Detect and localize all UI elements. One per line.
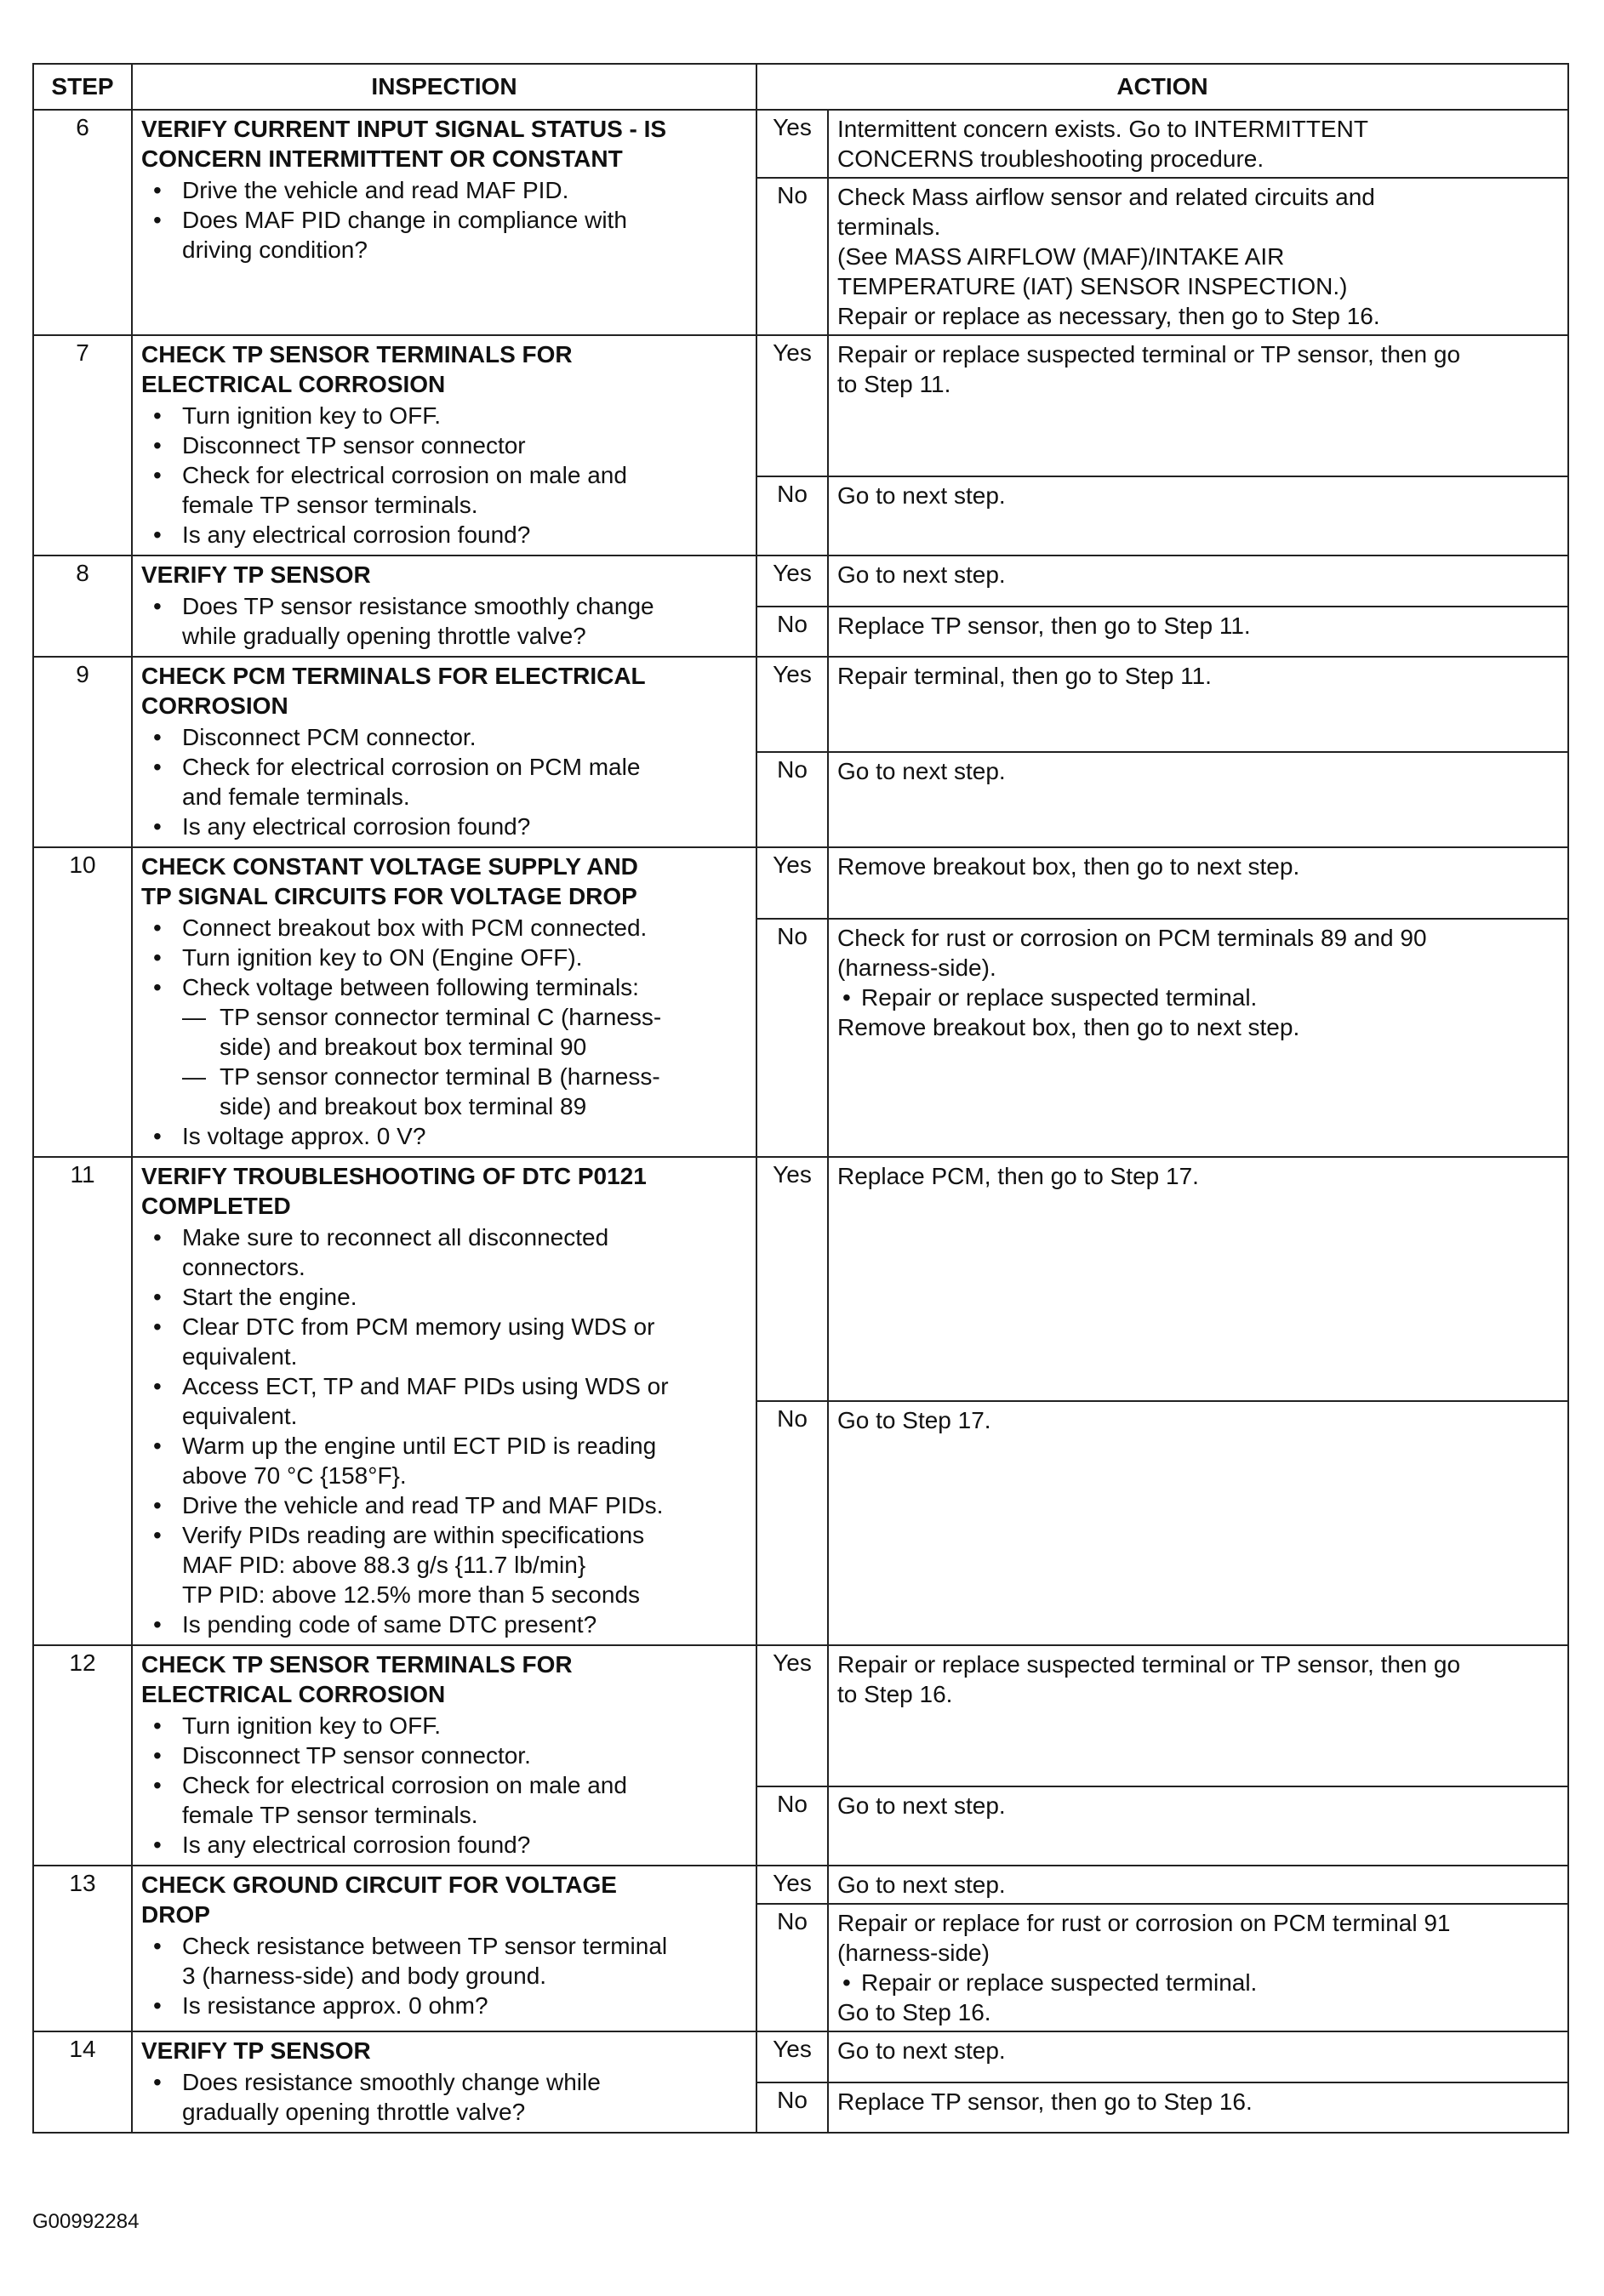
inspection-item (182, 1609, 747, 1639)
item-line: • Is pending code of same DTC present? (182, 1611, 597, 1638)
inspection-item (182, 1711, 747, 1741)
table-row (33, 2031, 1568, 2082)
table-row (33, 335, 1568, 476)
inspection-title (141, 852, 747, 911)
action-line: (harness-side). (837, 954, 996, 981)
yes-action (828, 847, 1568, 919)
title-line: CONCERN INTERMITTENT OR CONSTANT (141, 145, 623, 172)
no-action (828, 607, 1568, 658)
inspection-cell (132, 1866, 756, 2031)
inspection-cell (132, 110, 756, 335)
item-line: above 70 °C {158°F}. (182, 1462, 407, 1489)
inspection-cell (132, 2031, 756, 2133)
inspection-item (182, 1490, 747, 1520)
troubleshooting-table (32, 63, 1569, 2134)
inspection-list (141, 722, 747, 841)
title-line: CHECK PCM TERMINALS FOR ELECTRICAL (141, 663, 646, 689)
no-label: No (756, 1904, 828, 2031)
item-line: • Check voltage between following terminals: (182, 974, 639, 1000)
item-line: • Is any electrical corrosion found? (182, 521, 531, 548)
yes-action (828, 2031, 1568, 2082)
yes-action (828, 110, 1568, 178)
yes-label: Yes (756, 1645, 828, 1786)
step-number: 9 (33, 657, 132, 847)
no-label: No (756, 752, 828, 847)
inspection-cell (132, 847, 756, 1157)
action-line: Replace TP sensor, then go to Step 16. (837, 2088, 1253, 2115)
item-line: • Check resistance between TP sensor terminal (182, 1933, 668, 1959)
step-number: 7 (33, 335, 132, 555)
action-line: Repair or replace suspected terminal or TP sensor, then go (837, 1651, 1461, 1678)
yes-label: Yes (756, 1866, 828, 1904)
inspection-item (182, 460, 747, 520)
item-line: • Is voltage approx. 0 V? (182, 1123, 426, 1149)
action-line: Go to next step. (837, 561, 1006, 588)
inspection-cell (132, 1157, 756, 1645)
action-line: to Step 11. (837, 371, 951, 397)
inspection-item (182, 401, 747, 430)
inspection-item (182, 1520, 747, 1609)
yes-action (828, 1645, 1568, 1786)
item-line: while gradually opening throttle valve? (182, 623, 586, 649)
no-action (828, 178, 1568, 335)
action-line: Go to next step. (837, 481, 1006, 509)
item-line: side) and breakout box terminal 90 (220, 1034, 587, 1060)
title-line: ELECTRICAL CORROSION (141, 371, 446, 397)
action-line: Remove breakout box, then go to next step. (837, 853, 1300, 880)
item-line: • Check for electrical corrosion on PCM male (182, 754, 641, 780)
header-action: ACTION (756, 64, 1568, 110)
item-line: • Turn ignition key to ON (Engine OFF). (182, 944, 583, 971)
item-line: • Is any electrical corrosion found? (182, 813, 531, 840)
action-line: Replace PCM, then go to Step 17. (837, 1163, 1199, 1189)
title-line: CHECK GROUND CIRCUIT FOR VOLTAGE (141, 1872, 617, 1898)
inspection-item (182, 175, 747, 205)
no-label: No (756, 2082, 828, 2134)
inspection-item (182, 1282, 747, 1312)
inspection-title (141, 661, 747, 721)
action-subitem: • Repair or replace suspected terminal. (837, 1968, 1559, 1997)
table-row (33, 110, 1568, 178)
action-line: Go to next step. (837, 758, 1006, 784)
item-line: • Warm up the engine until ECT PID is reading (182, 1433, 657, 1459)
table-header-row (33, 64, 1568, 110)
no-action (828, 752, 1568, 847)
inspection-cell (132, 555, 756, 657)
no-label: No (756, 607, 828, 658)
inspection-item (182, 1002, 747, 1062)
item-line: TP PID: above 12.5% more than 5 seconds (182, 1581, 641, 1608)
action-line: Repair or replace suspected terminal or TP sensor, then go (837, 341, 1461, 367)
title-line: CHECK TP SENSOR TERMINALS FOR (141, 341, 573, 367)
step-number: 12 (33, 1645, 132, 1866)
inspection-list (141, 1931, 747, 2020)
table-row (33, 1157, 1568, 1401)
inspection-cell (132, 657, 756, 847)
item-line: connectors. (182, 1254, 305, 1280)
inspection-list (141, 591, 747, 651)
figure-code: G00992284 (32, 2210, 140, 2233)
item-line: • Start the engine. (182, 1284, 357, 1310)
inspection-list (141, 2067, 747, 2127)
action-line: TEMPERATURE (IAT) SENSOR INSPECTION.) (837, 273, 1348, 299)
yes-label: Yes (756, 2031, 828, 2082)
no-action (828, 1401, 1568, 1645)
inspection-item (182, 812, 747, 841)
inspection-list (141, 1222, 747, 1639)
no-action (828, 476, 1568, 555)
item-line: • Check for electrical corrosion on male and (182, 1772, 627, 1798)
step-number: 13 (33, 1866, 132, 2031)
yes-label: Yes (756, 110, 828, 178)
no-label: No (756, 476, 828, 555)
title-line: VERIFY TP SENSOR (141, 561, 371, 588)
yes-label: Yes (756, 657, 828, 752)
item-line: • Access ECT, TP and MAF PIDs using WDS or (182, 1373, 669, 1399)
yes-action (828, 1157, 1568, 1401)
table-row (33, 1866, 1568, 1904)
inspection-item (182, 205, 747, 265)
action-line: CONCERNS troubleshooting procedure. (837, 145, 1264, 172)
no-label: No (756, 919, 828, 1157)
table-row (33, 1645, 1568, 1786)
inspection-item (182, 520, 747, 550)
item-line: — TP sensor connector terminal B (harness- (220, 1063, 660, 1090)
no-label: No (756, 1401, 828, 1645)
no-action (828, 919, 1568, 1157)
item-line: • Make sure to reconnect all disconnected (182, 1224, 609, 1251)
title-line: COMPLETED (141, 1193, 291, 1219)
header-step: STEP (33, 64, 132, 110)
yes-label: Yes (756, 1157, 828, 1401)
inspection-title (141, 1161, 747, 1221)
item-line: equivalent. (182, 1343, 298, 1370)
item-line: — TP sensor connector terminal C (harness- (220, 1004, 662, 1030)
inspection-title (141, 1649, 747, 1709)
step-number: 10 (33, 847, 132, 1157)
item-line: • Does MAF PID change in compliance with (182, 207, 627, 233)
action-line: Repair or replace for rust or corrosion on PCM terminal 91 (837, 1910, 1451, 1936)
item-line: • Turn ignition key to OFF. (182, 1712, 441, 1739)
yes-action (828, 555, 1568, 607)
step-number: 11 (33, 1157, 132, 1645)
item-line: • Check for electrical corrosion on male and (182, 462, 627, 488)
no-action (828, 1904, 1568, 2031)
action-line: Intermittent concern exists. Go to INTERMITTENT (837, 116, 1368, 142)
inspection-item (182, 1222, 747, 1282)
table-row (33, 657, 1568, 752)
action-line: Repair or replace as necessary, then go to Step 16. (837, 303, 1380, 329)
action-line: Go to next step. (837, 1872, 1006, 1898)
inspection-list (141, 175, 747, 265)
item-line: • Is resistance approx. 0 ohm? (182, 1992, 488, 2019)
inspection-item (182, 430, 747, 460)
action-subitem: • Repair or replace suspected terminal. (837, 983, 1559, 1012)
item-line: • Drive the vehicle and read MAF PID. (182, 177, 569, 203)
header-inspection: INSPECTION (132, 64, 756, 110)
title-line: TP SIGNAL CIRCUITS FOR VOLTAGE DROP (141, 883, 637, 909)
item-line: • Disconnect TP sensor connector (182, 432, 526, 459)
inspection-title (141, 1870, 747, 1929)
yes-action (828, 657, 1568, 752)
action-line: Check for rust or corrosion on PCM terminals 89 and 90 (837, 925, 1427, 951)
inspection-item (182, 1931, 747, 1991)
item-line: gradually opening throttle valve? (182, 2099, 526, 2125)
item-line: • Clear DTC from PCM memory using WDS or (182, 1313, 655, 1340)
inspection-title (141, 339, 747, 399)
step-number: 14 (33, 2031, 132, 2133)
action-line: Remove breakout box, then go to next step. (837, 1014, 1300, 1040)
inspection-list (141, 401, 747, 550)
yes-label: Yes (756, 555, 828, 607)
inspection-item (182, 1121, 747, 1151)
title-line: CHECK TP SENSOR TERMINALS FOR (141, 1651, 573, 1678)
inspection-item (182, 752, 747, 812)
action-line: Replace TP sensor, then go to Step 11. (837, 612, 1251, 639)
action-line: Repair terminal, then go to Step 11. (837, 663, 1212, 689)
action-line: to Step 16. (837, 1681, 953, 1707)
title-line: VERIFY TP SENSOR (141, 2037, 371, 2064)
action-line: terminals. (837, 214, 941, 240)
inspection-item (182, 722, 747, 752)
inspection-item (182, 591, 747, 651)
action-line: Check Mass airflow sensor and related circuits and (837, 184, 1375, 210)
title-line: VERIFY TROUBLESHOOTING OF DTC P0121 (141, 1163, 647, 1189)
item-line: female TP sensor terminals. (182, 492, 478, 518)
inspection-list (141, 913, 747, 1151)
inspection-item (182, 913, 747, 943)
yes-action (828, 335, 1568, 476)
title-line: CORROSION (141, 692, 288, 719)
inspection-cell (132, 335, 756, 555)
inspection-item (182, 1062, 747, 1121)
item-line: • Does resistance smoothly change while (182, 2069, 601, 2095)
item-line: and female terminals. (182, 783, 410, 810)
item-line: • Does TP sensor resistance smoothly change (182, 593, 654, 619)
action-line: Go to Step 17. (837, 1407, 991, 1433)
yes-action (828, 1866, 1568, 1904)
action-line: Go to next step. (837, 2037, 1006, 2064)
item-line: driving condition? (182, 236, 368, 263)
inspection-item (182, 2067, 747, 2127)
title-line: ELECTRICAL CORROSION (141, 1681, 446, 1707)
action-line: Go to next step. (837, 1792, 1006, 1819)
inspection-title (141, 560, 747, 590)
inspection-item (182, 1312, 747, 1371)
inspection-item (182, 1830, 747, 1860)
troubleshooting-table-container (32, 63, 1569, 2134)
item-line: • Is any electrical corrosion found? (182, 1832, 531, 1858)
inspection-item (182, 1741, 747, 1770)
item-line: 3 (harness-side) and body ground. (182, 1963, 547, 1989)
item-line: • Disconnect PCM connector. (182, 724, 477, 750)
inspection-cell (132, 1645, 756, 1866)
inspection-title (141, 114, 747, 174)
inspection-item (182, 972, 747, 1002)
inspection-list (141, 1711, 747, 1860)
no-action (828, 2082, 1568, 2134)
item-line: female TP sensor terminals. (182, 1802, 478, 1828)
inspection-item (182, 1371, 747, 1431)
title-line: CHECK CONSTANT VOLTAGE SUPPLY AND (141, 853, 638, 880)
inspection-item (182, 1770, 747, 1830)
yes-label: Yes (756, 847, 828, 919)
yes-label: Yes (756, 335, 828, 476)
inspection-item (182, 1431, 747, 1490)
item-line: side) and breakout box terminal 89 (220, 1093, 587, 1120)
item-line: MAF PID: above 88.3 g/s {11.7 lb/min} (182, 1552, 586, 1578)
title-line: DROP (141, 1901, 210, 1928)
inspection-title (141, 2036, 747, 2065)
step-number: 8 (33, 555, 132, 657)
item-line: • Turn ignition key to OFF. (182, 402, 441, 429)
action-line: (harness-side) (837, 1940, 990, 1966)
action-line: Go to Step 16. (837, 1999, 991, 2025)
no-action (828, 1786, 1568, 1866)
step-number: 6 (33, 110, 132, 335)
item-line: equivalent. (182, 1403, 298, 1429)
title-line: VERIFY CURRENT INPUT SIGNAL STATUS - IS (141, 116, 667, 142)
no-label: No (756, 1786, 828, 1866)
table-row (33, 555, 1568, 607)
item-line: • Connect breakout box with PCM connected. (182, 914, 648, 941)
no-label: No (756, 178, 828, 335)
item-line: • Verify PIDs reading are within specifications (182, 1522, 645, 1548)
inspection-item (182, 943, 747, 972)
action-line: (See MASS AIRFLOW (MAF)/INTAKE AIR (837, 243, 1285, 270)
item-line: • Drive the vehicle and read TP and MAF PIDs. (182, 1492, 664, 1518)
table-row (33, 847, 1568, 919)
item-line: • Disconnect TP sensor connector. (182, 1742, 531, 1769)
inspection-item (182, 1991, 747, 2020)
